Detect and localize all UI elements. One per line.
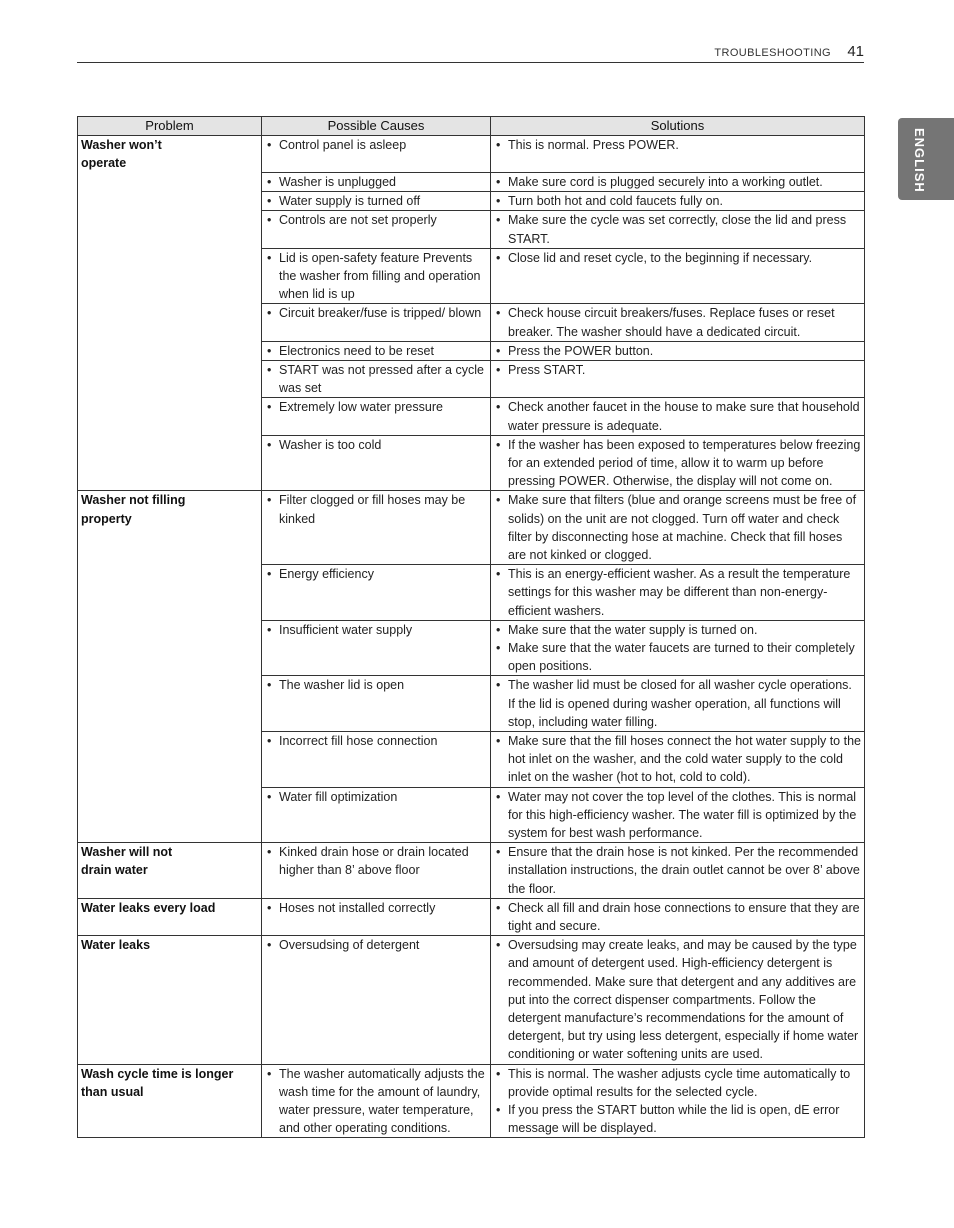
causes-cell [262,620,491,676]
solutions-cell [491,341,865,360]
bullet-item: • Circuit breaker/fuse is tripped/ blown [265,304,487,322]
solutions-cell [491,192,865,211]
table-row [78,192,865,211]
problem-cell [78,732,262,788]
solutions-list [494,621,861,676]
bullet-item: • Insufficient water supply [265,621,487,639]
causes-list [265,436,487,454]
causes-cell [262,843,491,899]
table-row [78,435,865,491]
solutions-list [494,1065,861,1138]
causes-cell [262,192,491,211]
bullet-item: • If you press the START button while the lid is open, dE error message will be displayed. [494,1101,861,1137]
problem-cell [78,620,262,676]
bullet-item: • Water fill optimization [265,788,487,806]
problem-cell [78,398,262,435]
solutions-cell [491,898,865,935]
table-row [78,172,865,191]
bullet-item: • Press START. [494,361,861,379]
bullet-item: • Control panel is asleep [265,136,487,154]
causes-list [265,936,487,954]
bullet-item: • Washer is unplugged [265,173,487,191]
causes-list [265,173,487,191]
solutions-cell [491,676,865,732]
problem-cell: Water leaks [78,936,262,1064]
problem-cell: Water leaks every load [78,898,262,935]
causes-list [265,491,487,527]
causes-cell [262,248,491,304]
solutions-list [494,304,861,340]
solutions-cell [491,304,865,341]
solutions-list [494,361,861,379]
solutions-cell [491,936,865,1064]
table-row [78,843,865,899]
causes-cell [262,732,491,788]
bullet-item: • START was not pressed after a cycle was set [265,361,487,397]
troubleshooting-table [77,116,865,1138]
causes-cell [262,491,491,565]
table-row [78,620,865,676]
language-tab [898,118,954,200]
problem-cell [78,172,262,191]
solutions-list [494,192,861,210]
problem-cell [78,248,262,304]
page-number: 41 [847,43,864,60]
solutions-list [494,843,861,898]
solutions-cell [491,435,865,491]
problem-cell [78,304,262,341]
problem-cell [78,565,262,621]
problem-cell [78,676,262,732]
solutions-list [494,565,861,620]
causes-list [265,788,487,806]
table-row [78,398,865,435]
header-problem: Problem [78,117,262,136]
bullet-item: • Close lid and reset cycle, to the beginning if necessary. [494,249,861,267]
table-header-row [78,117,865,136]
solutions-cell [491,172,865,191]
bullet-item: • Lid is open-safety feature Prevents the washer from filling and operation when lid is up [265,249,487,304]
solutions-cell [491,1064,865,1138]
bullet-item: • Check all fill and drain hose connections to ensure that they are tight and secure. [494,899,861,935]
causes-list [265,211,487,229]
solutions-list [494,342,861,360]
causes-cell [262,1064,491,1138]
bullet-item: • This is normal. The washer adjusts cycle time automatically to provide optimal results for the selected cycle. [494,1065,861,1101]
bullet-item: • Turn both hot and cold faucets fully on. [494,192,861,210]
table-row [78,732,865,788]
solutions-cell [491,136,865,173]
causes-cell [262,435,491,491]
causes-list [265,361,487,397]
bullet-item: • Energy efficiency [265,565,487,583]
bullet-item: • Oversudsing may create leaks, and may be caused by the type and amount of detergent used. High-efficiency detergent is recommended. Make sure that detergent and any additives are put into the correct dispenser compartments. Follow the detergent manufacture’s recommendations for the amount of detergent, but try using less detergent, especially if home water conditioning or water softening units are used. [494,936,861,1063]
causes-list [265,342,487,360]
table-row [78,136,865,173]
bullet-item: • The washer lid must be closed for all washer cycle operations. If the lid is opened during washer operation, all functions will stop, including water filling. [494,676,861,731]
problem-cell [78,360,262,397]
solutions-list [494,491,861,564]
bullet-item: • Incorrect fill hose connection [265,732,487,750]
causes-cell [262,787,491,843]
bullet-item: • Oversudsing of detergent [265,936,487,954]
solutions-list [494,732,861,787]
problem-cell [78,211,262,248]
bullet-item: • Make sure that filters (blue and orange screens must be free of solids) on the unit are not clogged. Turn off water and check filter by disconnecting hose at machine. Check that fill hoses are not kinked or clogged. [494,491,861,564]
table-row [78,676,865,732]
solutions-cell [491,565,865,621]
bullet-item: • The washer automatically adjusts the wash time for the amount of laundry, water pressure, water temperature, and other operating conditions. [265,1065,487,1138]
problem-cell: Washer won’t operate [78,136,262,173]
bullet-item: • Make sure that the water supply is turned on. [494,621,861,639]
table-row [78,491,865,565]
header-solutions: Solutions [491,117,865,136]
causes-list [265,676,487,694]
problem-cell: Wash cycle time is longer than usual [78,1064,262,1138]
causes-cell [262,136,491,173]
bullet-item: • Electronics need to be reset [265,342,487,360]
bullet-item: • Filter clogged or fill hoses may be kinked [265,491,487,527]
problem-cell [78,435,262,491]
solutions-list [494,173,861,191]
solutions-list [494,249,861,267]
causes-list [265,398,487,416]
bullet-item: • Make sure the cycle was set correctly, close the lid and press START. [494,211,861,247]
table-row [78,304,865,341]
bullet-item: • Extremely low water pressure [265,398,487,416]
causes-list [265,621,487,639]
bullet-item: • Controls are not set properly [265,211,487,229]
bullet-item: • Make sure that the water faucets are turned to their completely open positions. [494,639,861,675]
section-title: TROUBLESHOOTING [714,47,831,59]
causes-list [265,1065,487,1138]
table-row [78,787,865,843]
table-row [78,360,865,397]
causes-cell [262,304,491,341]
solutions-list [494,899,861,935]
table-row [78,248,865,304]
causes-cell [262,565,491,621]
bullet-item: • Make sure that the fill hoses connect the hot water supply to the hot inlet on the washer, and the cold water supply to the cold inlet on the washer (hot to hot, cold to cold). [494,732,861,787]
solutions-cell [491,248,865,304]
solutions-cell [491,360,865,397]
causes-list [265,192,487,210]
header-possible-causes: Possible Causes [262,117,491,136]
solutions-cell [491,732,865,788]
bullet-item: • Water supply is turned off [265,192,487,210]
solutions-cell [491,491,865,565]
bullet-item: • Washer is too cold [265,436,487,454]
bullet-item: • Press the POWER button. [494,342,861,360]
bullet-item: • Check house circuit breakers/fuses. Replace fuses or reset breaker. The washer should have a dedicated circuit. [494,304,861,340]
language-tab-label: ENGLISH [912,128,927,193]
bullet-item: • This is normal. Press POWER. [494,136,861,154]
solutions-list [494,211,861,247]
bullet-item: • Make sure cord is plugged securely into a working outlet. [494,173,861,191]
solutions-cell [491,398,865,435]
bullet-item: • Ensure that the drain hose is not kinked. Per the recommended installation instructions, the drain outlet cannot be over 8’ above the floor. [494,843,861,898]
solutions-cell [491,620,865,676]
causes-cell [262,211,491,248]
problem-cell [78,192,262,211]
table-row [78,565,865,621]
causes-cell [262,398,491,435]
causes-list [265,843,487,879]
causes-cell [262,936,491,1064]
causes-list [265,899,487,917]
solutions-list [494,788,861,843]
causes-cell [262,341,491,360]
causes-list [265,304,487,322]
bullet-item: • The washer lid is open [265,676,487,694]
table-row [78,341,865,360]
solutions-list [494,398,861,434]
causes-cell [262,898,491,935]
causes-list [265,249,487,304]
solutions-list [494,136,861,154]
solutions-list [494,676,861,731]
causes-cell [262,676,491,732]
bullet-item: • This is an energy-efficient washer. As a result the temperature settings for this washer may be different than non-energy-efficient washers. [494,565,861,620]
problem-cell [78,341,262,360]
bullet-item: • Hoses not installed correctly [265,899,487,917]
table-row [78,936,865,1064]
problem-cell: Washer not filling property [78,491,262,565]
causes-list [265,136,487,154]
page-header [77,42,864,63]
table-body [78,136,865,1138]
problem-cell: Washer will not drain water [78,843,262,899]
causes-cell [262,360,491,397]
causes-list [265,565,487,583]
solutions-list [494,936,861,1063]
solutions-list [494,436,861,491]
table-row [78,1064,865,1138]
bullet-item: • Kinked drain hose or drain located higher than 8’ above floor [265,843,487,879]
bullet-item: • If the washer has been exposed to temperatures below freezing for an extended period of time, allow it to warm up before pressing POWER. Otherwise, the display will not come on. [494,436,861,491]
bullet-item: • Water may not cover the top level of the clothes. This is normal for this high-efficiency washer. The water fill is optimized by the system for best wash performance. [494,788,861,843]
solutions-cell [491,843,865,899]
bullet-item: • Check another faucet in the house to make sure that household water pressure is adequate. [494,398,861,434]
problem-cell [78,787,262,843]
table-row [78,898,865,935]
causes-list [265,732,487,750]
causes-cell [262,172,491,191]
solutions-cell [491,787,865,843]
solutions-cell [491,211,865,248]
table-row [78,211,865,248]
